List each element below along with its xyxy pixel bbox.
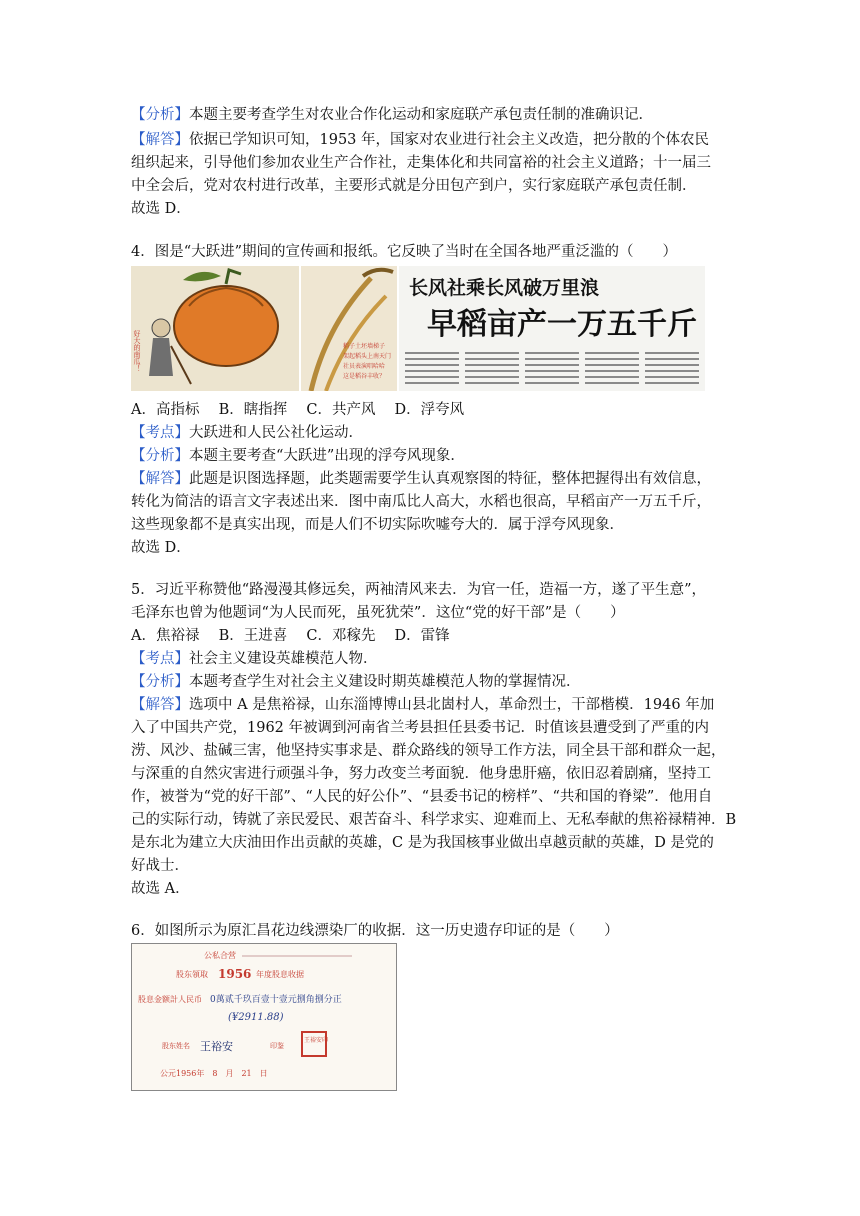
q5-answer-line-8: 好战士．: [131, 858, 189, 874]
q4-figure-art: [131, 266, 705, 391]
q5-stem-line-2: 毛泽东也曾为他题词“为人民而死，虽死犹荣”．这位“党的好干部”是（ ）: [131, 605, 625, 621]
q4-options: A．高指标 B．瞎指挥 C．共产风 D．浮夸风: [131, 402, 465, 418]
analysis-tag: 【分析】: [131, 107, 189, 123]
answer-text: 依据已学知识可知，1953 年，国家对农业进行社会主义改造，把分散的个体农民: [189, 132, 710, 148]
q4-figure: [131, 266, 705, 391]
q3-answer-line-1: [131, 130, 709, 150]
q4-choice: 故选 D．: [131, 540, 191, 556]
receipt-seal-stamp: [302, 1032, 329, 1056]
q5-answer-line-7: 是东北为建立大庆油田作出贡献的英雄，C 是为我国核事业做出卓越贡献的英雄，D 是党的: [131, 835, 714, 851]
q5-answer-line-5: 作，被誉为“党的好干部”、“人民的好公仆”、“县委书记的榜样”、“共和国的脊梁”．他用自: [131, 789, 713, 805]
old-man-body: [149, 338, 173, 376]
q5-answer-line-3: 涝、风沙、盐碱三害，他坚持实事求是、群众路线的领导工作方法，同全县干部和群众一起，: [131, 743, 726, 759]
newspaper-header: 长风社乘长风破万里浪: [409, 277, 600, 299]
q6-stem: 6．如图所示为原汇昌花边线漂染厂的收据．这一历史遗存印证的是（ ）: [131, 923, 619, 939]
analysis-text: 本题主要考查学生对农业合作化运动和家庭联产承包责任制的准确识记．: [189, 107, 653, 123]
old-man-head: [152, 319, 170, 337]
q4-answer-line-1: [131, 469, 711, 489]
receipt-name-label: 股东姓名: [162, 1042, 190, 1050]
analysis-text: 本题主要考查“大跃进”出现的浮夸风现象．: [189, 448, 465, 464]
answer-text: 选项中 A 是焦裕禄，山东淄博博山县北崮村人，革命烈士，干部楷模．1946 年加: [189, 697, 715, 713]
receipt-date: 公元1956年 8 月 21 日: [160, 1069, 268, 1078]
answer-text: 此题是识图选择题，此类题需要学生认真观察图的特征，整体把握得出有效信息，: [189, 471, 711, 487]
q4-answer-line-2: 转化为简洁的语言文字表述出来．图中南瓜比人高大，水稻也很高，早稻亩产一万五千斤，: [131, 494, 711, 510]
q3-answer-line-2: 组织起来，引导他们参加农业生产合作社，走集体化和共同富裕的社会主义道路；十一届三: [131, 155, 711, 171]
q5-answer-line-1: [131, 695, 714, 715]
kaodian-tag: 【考点】: [131, 651, 189, 667]
q6-receipt-figure: [131, 943, 397, 1091]
q4-kaodian: [131, 423, 363, 443]
receipt-seal-text: 王裕安印: [304, 1037, 329, 1044]
receipt-title-prefix: 股东領取: [176, 970, 208, 979]
receipt-top: 公私合营: [204, 951, 236, 960]
q5-answer-line-4: 与深重的自然灾害进行顽强斗争，努力改变兰考面貌．他身患肝癌，依旧忍着剧痛，坚持工: [131, 766, 711, 782]
kaodian-text: 社会主义建设英雄模范人物．: [189, 651, 378, 667]
q5-kaodian: [131, 649, 378, 669]
analysis-text: 本题考查学生对社会主义建设时期英雄模范人物的掌握情况．: [189, 674, 581, 690]
q5-analysis: [131, 672, 581, 692]
q5-answer-line-6: 己的实际行动，铸就了亲民爱民、艰苦奋斗、科学求实、迎难而上、无私奉献的焦裕禄精神．B: [131, 812, 737, 828]
q5-options: A．焦裕禄 B．王进喜 C．邓稼先 D．雷锋: [131, 628, 450, 644]
answer-tag: 【解答】: [131, 697, 189, 713]
receipt-seal-label: 印鉴: [270, 1042, 284, 1050]
q5-answer-line-2: 入了中国共产党，1962 年被调到河南省兰考县担任县委书记．时值该县遭受到了严重的内: [131, 720, 710, 736]
kaodian-tag: 【考点】: [131, 425, 189, 441]
analysis-tag: 【分析】: [131, 674, 189, 690]
receipt-amount-handwritten: 0萬贰千玖百壹十壹元捌角捌分正: [210, 995, 342, 1005]
receipt-title-suffix: 年度股息收据: [256, 970, 304, 979]
receipt-year: 1956: [218, 967, 252, 981]
q3-analysis: [131, 105, 653, 125]
receipt-amount-label: 股息金额計人民币: [138, 995, 202, 1004]
poster-mid-line-4: 这是稻谷丰收？: [343, 373, 386, 380]
poster-mid-line-3: 社员表演唱哈哈: [343, 363, 386, 370]
analysis-tag: 【分析】: [131, 448, 189, 464]
receipt-amount-number: (¥2911.88): [228, 1012, 284, 1023]
newspaper-headline: 早稻亩产一万五千斤: [427, 307, 697, 342]
receipt-art: [132, 944, 396, 1090]
receipt-name: 王裕安: [200, 1040, 233, 1053]
q5-choice: 故选 A．: [131, 881, 190, 897]
q5-stem-line-1: 5．习近平称赞他“路漫漫其修远矣，两袖清风来去．为官一任，造福一方，遂了平生意”，: [131, 582, 707, 598]
q3-choice: 故选 D．: [131, 201, 191, 217]
poster-mid-line-2: 架起稻头上南天门: [343, 353, 392, 360]
poster-mid-line-1: 稻子土坯墙梯子: [343, 343, 386, 350]
q4-stem: 4．图是“大跃进”期间的宣传画和报纸。它反映了当时在全国各地严重泛滥的（ ）: [131, 244, 678, 260]
q4-answer-line-3: 这些现象都不是真实出现，而是人们不切实际吹嘘夸大的．属于浮夸风现象．: [131, 517, 624, 533]
answer-tag: 【解答】: [131, 471, 189, 487]
pumpkin-shape: [174, 286, 278, 366]
q3-answer-line-3: 中全会后，党对农村进行改革，主要形式就是分田包产到户，实行家庭联产承包责任制．: [131, 178, 697, 194]
kaodian-text: 大跃进和人民公社化运动．: [189, 425, 363, 441]
q4-analysis: [131, 446, 465, 466]
poster-left-caption: 好大的南瓜！: [133, 330, 141, 372]
answer-tag: 【解答】: [131, 132, 189, 148]
